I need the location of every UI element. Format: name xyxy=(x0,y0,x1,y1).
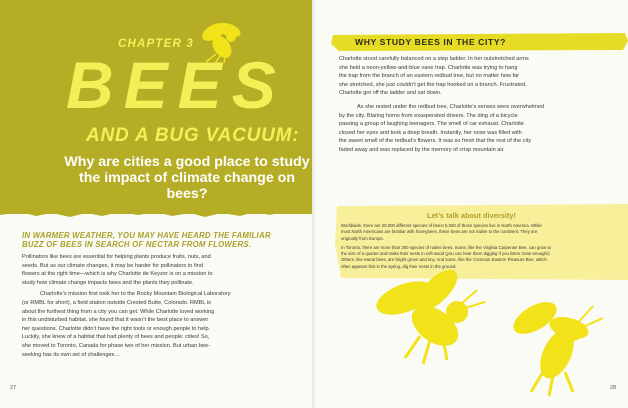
text-line: her questions. Charlotte didn’t have the right tools or enough people to help. xyxy=(22,325,211,332)
text-line: closed her eyes and took a deep breath. Instantly, her nose was filled with xyxy=(339,129,522,136)
text-line: by the city. Blaring horns from exasperated drivers. The ding of a bicycle xyxy=(339,112,518,119)
text-line: in this undisturbed habitat, she found that it wasn’t the best place to answer xyxy=(22,317,209,324)
text-line: about the furthest thing from a city you can get. While Charlotte loved working xyxy=(22,308,215,315)
chapter-question xyxy=(62,154,312,202)
text-line: she held a neon-yellow-and-blue vane trap. Charlotte was trying to hang xyxy=(339,64,518,71)
question-line: the impact of climate change on bees? xyxy=(78,170,295,202)
intro-line: IN WARMER WEATHER, YOU MAY HAVE HEARD THE FAMILIAR xyxy=(22,231,271,240)
page-number-right: 28 xyxy=(610,385,617,391)
text-line: the sweet smell of the redbud’s flowers. It was so fresh that the rest of the city xyxy=(339,138,532,145)
text-line: study how climate change impacts bees and the plants they pollinate. xyxy=(22,279,194,286)
text-line: she moved to Toronto, Canada for phase two of her mission. But urban bee- xyxy=(22,342,211,349)
sidebar-title: Let’s talk about diversity! xyxy=(427,211,516,220)
text-line: Worldwide, there are 20,000 different species of bees! 5,000 of those species live in North America. While xyxy=(341,223,542,228)
text-line: the size of a quarter and make their nests in soft wood (you can hear them digging if you listen close enough!). xyxy=(341,251,551,257)
sidebar-text xyxy=(341,223,623,270)
text-line: faded away and was replaced by the memory of crisp mountain air. xyxy=(339,146,505,153)
text-line: In Toronto, there are more than 300 species of native bees. Some, like the Virginia Carpenter Bee, can grow to xyxy=(341,244,552,250)
hero-torn-edge xyxy=(0,206,313,220)
text-line: the trap from the branch of an eastern redbud tree, but no matter how far xyxy=(339,73,520,80)
text-line: As she rested under the redbud tree, Charlotte’s senses were overwhelmed xyxy=(357,103,545,110)
chapter-subtitle: AND A BUG VACUUM: xyxy=(86,125,300,146)
text-line: originally from Europe. xyxy=(341,235,384,241)
paragraph xyxy=(339,55,619,98)
text-line: passing a group of laughing teenagers. The smell of car exhaust. Charlotte xyxy=(339,121,524,128)
question-line: Why are cities a good place to study xyxy=(64,154,310,170)
page-number-left: 27 xyxy=(10,385,17,391)
intro-lead xyxy=(22,231,298,250)
text-line: Luckily, she knew of a habitat that had plenty of bees and people: cities! So, xyxy=(22,334,210,341)
chapter-title: BEES xyxy=(66,48,286,122)
text-line: flowers at the right time—which is why Charlotte de Keyzer is on a mission to xyxy=(22,271,213,278)
chapter-label: CHAPTER 3 xyxy=(118,38,194,50)
paragraph xyxy=(341,223,623,242)
text-line: seeds. But as our climate changes, it may be harder for pollinators to find xyxy=(22,262,203,269)
paragraph xyxy=(339,103,619,155)
text-line: Others, like sweat bees, are bright green and tiny. And some, like the Common Eastern Pleasure Bee, which xyxy=(341,257,547,263)
intro-line: BUZZ OF BEES IN SEARCH OF NECTAR FROM FLOWERS. xyxy=(22,240,252,250)
paragraph xyxy=(341,245,623,270)
bee-illustration-icon xyxy=(365,268,495,366)
text-line: often appears first in the spring, dig their nests in the ground. xyxy=(341,263,457,269)
left-page xyxy=(0,0,313,408)
right-body-text xyxy=(339,55,619,155)
left-body-text xyxy=(22,253,302,359)
text-line: (or RMBL for short), a field station outside Crested Butte, Colorado. RMBL is xyxy=(22,299,211,306)
text-line: Charlotte got off the ladder and sat down. xyxy=(339,90,442,97)
text-line: Charlotte stood carefully balanced on a step ladder. In her outstretched arms xyxy=(339,56,529,62)
right-page xyxy=(315,0,628,408)
text-line: she stretched, she just couldn’t get the trap hooked on a branch. Frustrated, xyxy=(339,81,527,88)
text-line: seeking has its own set of challenges… xyxy=(22,351,120,358)
section-heading: WHY STUDY BEES IN THE CITY? xyxy=(355,37,507,47)
text-line: Charlotte’s mission first took her to the Rocky Mountain Biological Laboratory xyxy=(40,291,231,298)
paragraph xyxy=(22,290,302,359)
text-line: most North Americans are familiar with honeybees, these bees are not native to the continent. They are xyxy=(341,229,538,235)
bee-illustration-icon xyxy=(513,292,611,396)
text-line: Pollinators like bees are essential for helping plants produce fruits, nuts, and xyxy=(22,254,211,260)
paragraph xyxy=(22,253,302,287)
